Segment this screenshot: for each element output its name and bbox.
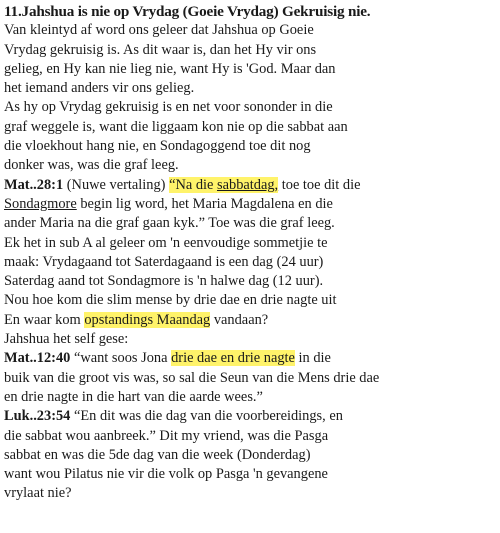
text-line: Nou hoe kom die slim mense by drie dae en drie nagte uit [4,292,337,309]
text-line: Saterdag aand tot Sondagmore is 'n halwe dag (12 uur). [4,273,324,290]
text-line: die vloekhout hang nie, en Sondagoggend toe dit nog [4,138,311,155]
scripture-reference: Mat..28:1 [4,176,64,193]
text-line: As hy op Vrydag gekruisig is en net voor sononder in die [4,99,333,116]
section-title: 11.Jahshua is nie op Vrydag (Goeie Vrydag) Gekruisig nie. [4,3,371,20]
text-line: die sabbat wou aanbreek.” Dit my vriend, was die Pasga [4,427,329,444]
text-segment: “want soos Jona [70,350,172,367]
text-line: sabbat en was die 5de dag van die week (Donderdag) [4,446,311,463]
text-line [4,195,496,214]
text-segment: toe toe dit die [278,176,361,193]
text-line: buik van die groot vis was, so sal die Seun van die Mens drie dae [4,369,380,386]
text-line: want wou Pilatus nie vir die volk op Pasga 'n gevangene [4,466,328,483]
highlighted-text: drie dae en drie nagte [171,350,295,367]
text-line: en drie nagte in die hart van die aarde wees.” [4,388,263,405]
highlighted-text: opstandings Maandag [84,311,211,328]
text-line [4,311,496,330]
text-segment: (Nuwe vertaling) [63,176,170,193]
highlighted-underlined-text: sabbatdag, [217,176,279,193]
text-line: Vrydag gekruisig is. As dit waar is, dan het Hy vir ons [4,41,317,58]
text-line: Van kleintyd af word ons geleer dat Jahshua op Goeie [4,22,314,39]
text-segment: begin lig word, het Maria Magdalena en die [76,195,333,212]
underlined-text: Sondagmore [4,195,77,212]
text-line-mat-12 [4,349,496,368]
text-line: maak: Vrydagaand tot Saterdagaand is een dag (24 uur) [4,253,324,270]
text-segment: En waar kom [4,311,85,328]
text-line: graf weggele is, want die liggaam kon nie op die sabbat aan [4,118,348,135]
text-line-luk-23 [4,407,496,426]
text-segment: vandaan? [210,311,269,328]
scripture-reference: Mat..12:40 [4,350,71,367]
scripture-reference: Luk..23:54 [4,408,71,425]
text-line: ander Maria na die graf gaan kyk.” Toe was die graf leeg. [4,215,335,232]
text-line: gelieg, en Hy kan nie lieg nie, want Hy is 'God. Maar dan [4,60,336,77]
text-line: Ek het in sub A al geleer om 'n eenvoudige sommetjie te [4,234,328,251]
text-line: vrylaat nie? [4,485,72,502]
text-line: donker was, was die graf leeg. [4,157,179,174]
text-line-mat-28 [4,176,496,195]
text-line: het iemand anders vir ons gelieg. [4,80,195,97]
text-segment: “En dit was die dag van die voorbereidings, en [70,408,343,425]
highlighted-text: “Na die [169,176,218,193]
text-segment: in die [294,350,331,367]
text-line: Jahshua het self gese: [4,331,129,348]
